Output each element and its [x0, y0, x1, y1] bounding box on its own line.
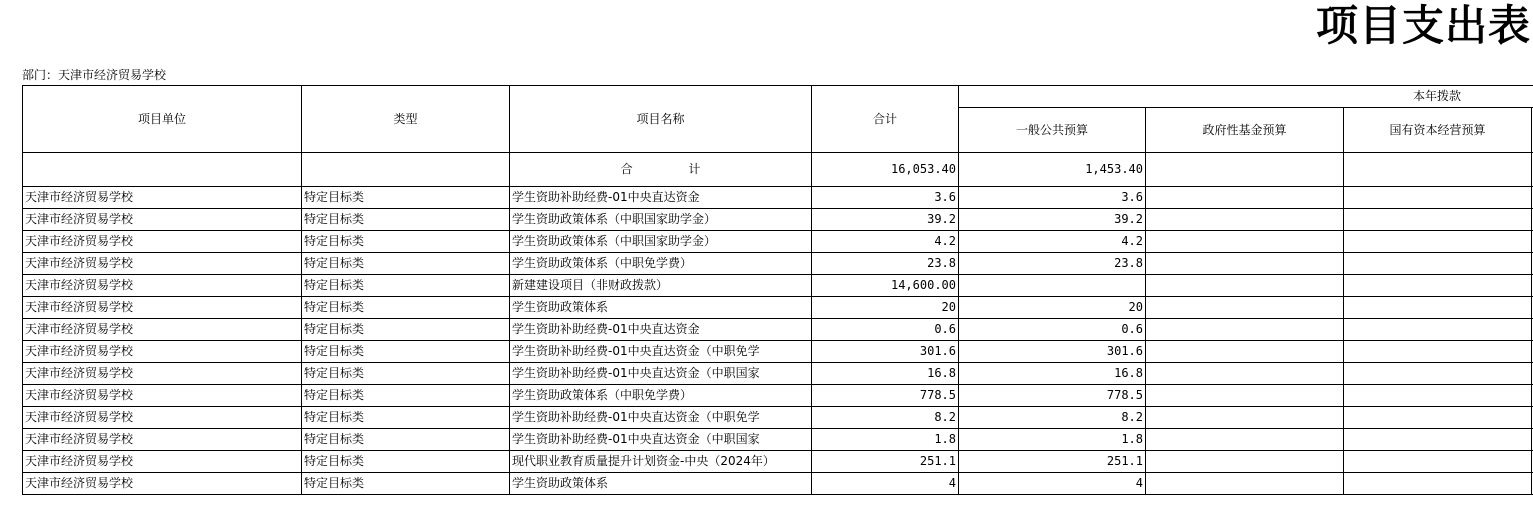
header-unit: 项目单位 [23, 86, 302, 153]
cell-project-name: 学生资助补助经费-01中央直达资金（中职国家 [510, 429, 812, 451]
cell-type: 特定目标类 [302, 209, 510, 231]
table-row [23, 275, 1533, 297]
cell-unit: 天津市经济贸易学校 [23, 407, 302, 429]
cell-fund [1146, 187, 1344, 209]
cell-state [1344, 275, 1532, 297]
cell-unit: 天津市经济贸易学校 [23, 209, 302, 231]
cell-project-name: 学生资助补助经费-01中央直达资金 [510, 187, 812, 209]
cell-fund [1146, 319, 1344, 341]
cell-unit: 天津市经济贸易学校 [23, 231, 302, 253]
cell-total: 3.6 [812, 187, 959, 209]
header-type: 类型 [302, 86, 510, 153]
cell-state [1344, 209, 1532, 231]
cell-fund [1146, 429, 1344, 451]
cell-project-name: 学生资助政策体系（中职国家助学金） [510, 231, 812, 253]
header-name: 项目名称 [510, 86, 812, 153]
cell-fund [1146, 407, 1344, 429]
header-row-top [23, 86, 1533, 108]
total-row [23, 153, 1533, 187]
table-row [23, 319, 1533, 341]
project-expenditure-table [22, 85, 1533, 495]
cell-total: 39.2 [812, 209, 959, 231]
page-title: 项目支出表 [1315, 1, 1531, 50]
cell-fund [1146, 253, 1344, 275]
total-state [1344, 153, 1532, 187]
cell-total: 251.1 [812, 451, 959, 473]
cell-general: 4.2 [959, 231, 1146, 253]
table-row [23, 231, 1533, 253]
cell-state [1344, 451, 1532, 473]
cell-state [1344, 187, 1532, 209]
cell-state [1344, 407, 1532, 429]
cell-fund [1146, 341, 1344, 363]
cell-fund [1146, 231, 1344, 253]
cell-project-name: 学生资助补助经费-01中央直达资金（中职免学 [510, 341, 812, 363]
cell-fund [1146, 363, 1344, 385]
cell-state [1344, 473, 1532, 495]
total-type [302, 153, 510, 187]
cell-unit: 天津市经济贸易学校 [23, 187, 302, 209]
total-fund [1146, 153, 1344, 187]
cell-type: 特定目标类 [302, 385, 510, 407]
table-row [23, 341, 1533, 363]
cell-unit: 天津市经济贸易学校 [23, 473, 302, 495]
total-unit [23, 153, 302, 187]
header-fund: 政府性基金预算 [1146, 108, 1344, 153]
cell-unit: 天津市经济贸易学校 [23, 451, 302, 473]
header-general: 一般公共预算 [959, 108, 1146, 153]
cell-total: 1.8 [812, 429, 959, 451]
cell-general: 778.5 [959, 385, 1146, 407]
cell-total: 14,600.00 [812, 275, 959, 297]
total-general: 1,453.40 [959, 153, 1146, 187]
cell-general: 20 [959, 297, 1146, 319]
cell-unit: 天津市经济贸易学校 [23, 363, 302, 385]
cell-total: 301.6 [812, 341, 959, 363]
cell-general: 23.8 [959, 253, 1146, 275]
table-row [23, 429, 1533, 451]
cell-general: 301.6 [959, 341, 1146, 363]
cell-type: 特定目标类 [302, 363, 510, 385]
cell-total: 0.6 [812, 319, 959, 341]
cell-fund [1146, 385, 1344, 407]
cell-general: 0.6 [959, 319, 1146, 341]
cell-type: 特定目标类 [302, 187, 510, 209]
cell-unit: 天津市经济贸易学校 [23, 275, 302, 297]
table-row [23, 385, 1533, 407]
header-state: 国有资本经营预算 [1344, 108, 1532, 153]
cell-fund [1146, 451, 1344, 473]
table-row [23, 407, 1533, 429]
cell-type: 特定目标类 [302, 451, 510, 473]
cell-state [1344, 231, 1532, 253]
cell-project-name: 学生资助补助经费-01中央直达资金（中职国家 [510, 363, 812, 385]
cell-fund [1146, 275, 1344, 297]
cell-project-name: 学生资助补助经费-01中央直达资金（中职免学 [510, 407, 812, 429]
table-row [23, 187, 1533, 209]
table-row [23, 363, 1533, 385]
cell-total: 16.8 [812, 363, 959, 385]
cell-type: 特定目标类 [302, 253, 510, 275]
cell-type: 特定目标类 [302, 275, 510, 297]
department-label: 部门：天津市经济贸易学校 [22, 68, 167, 82]
cell-unit: 天津市经济贸易学校 [23, 341, 302, 363]
cell-unit: 天津市经济贸易学校 [23, 385, 302, 407]
cell-unit: 天津市经济贸易学校 [23, 253, 302, 275]
cell-project-name: 学生资助补助经费-01中央直达资金 [510, 319, 812, 341]
cell-general: 8.2 [959, 407, 1146, 429]
cell-type: 特定目标类 [302, 319, 510, 341]
cell-type: 特定目标类 [302, 429, 510, 451]
table-row [23, 297, 1533, 319]
cell-type: 特定目标类 [302, 341, 510, 363]
cell-general: 4 [959, 473, 1146, 495]
cell-project-name: 学生资助政策体系（中职国家助学金） [510, 209, 812, 231]
cell-total: 4.2 [812, 231, 959, 253]
cell-state [1344, 297, 1532, 319]
cell-project-name: 学生资助政策体系 [510, 473, 812, 495]
cell-general: 1.8 [959, 429, 1146, 451]
cell-state [1344, 341, 1532, 363]
cell-project-name: 学生资助政策体系（中职免学费） [510, 385, 812, 407]
cell-project-name: 学生资助政策体系（中职免学费） [510, 253, 812, 275]
cell-state [1344, 385, 1532, 407]
cell-total: 23.8 [812, 253, 959, 275]
table-row [23, 451, 1533, 473]
cell-type: 特定目标类 [302, 297, 510, 319]
cell-fund [1146, 209, 1344, 231]
cell-project-name: 现代职业教育质量提升计划资金-中央（2024年） [510, 451, 812, 473]
cell-type: 特定目标类 [302, 231, 510, 253]
cell-general [959, 275, 1146, 297]
cell-total: 20 [812, 297, 959, 319]
cell-general: 39.2 [959, 209, 1146, 231]
cell-state [1344, 319, 1532, 341]
cell-type: 特定目标类 [302, 407, 510, 429]
cell-project-name: 学生资助政策体系 [510, 297, 812, 319]
cell-state [1344, 253, 1532, 275]
total-sum: 16,053.40 [812, 153, 959, 187]
cell-general: 251.1 [959, 451, 1146, 473]
cell-unit: 天津市经济贸易学校 [23, 319, 302, 341]
header-group: 本年拨款 [959, 86, 1533, 108]
table-row [23, 473, 1533, 495]
cell-unit: 天津市经济贸易学校 [23, 429, 302, 451]
cell-project-name: 新建建设项目（非财政拨款） [510, 275, 812, 297]
cell-state [1344, 363, 1532, 385]
header-total: 合计 [812, 86, 959, 153]
table-row [23, 253, 1533, 275]
cell-general: 3.6 [959, 187, 1146, 209]
cell-fund [1146, 297, 1344, 319]
cell-state [1344, 429, 1532, 451]
cell-total: 778.5 [812, 385, 959, 407]
cell-type: 特定目标类 [302, 473, 510, 495]
cell-unit: 天津市经济贸易学校 [23, 297, 302, 319]
total-label: 合 计 [510, 153, 812, 187]
cell-total: 8.2 [812, 407, 959, 429]
table-row [23, 209, 1533, 231]
cell-total: 4 [812, 473, 959, 495]
cell-fund [1146, 473, 1344, 495]
cell-general: 16.8 [959, 363, 1146, 385]
